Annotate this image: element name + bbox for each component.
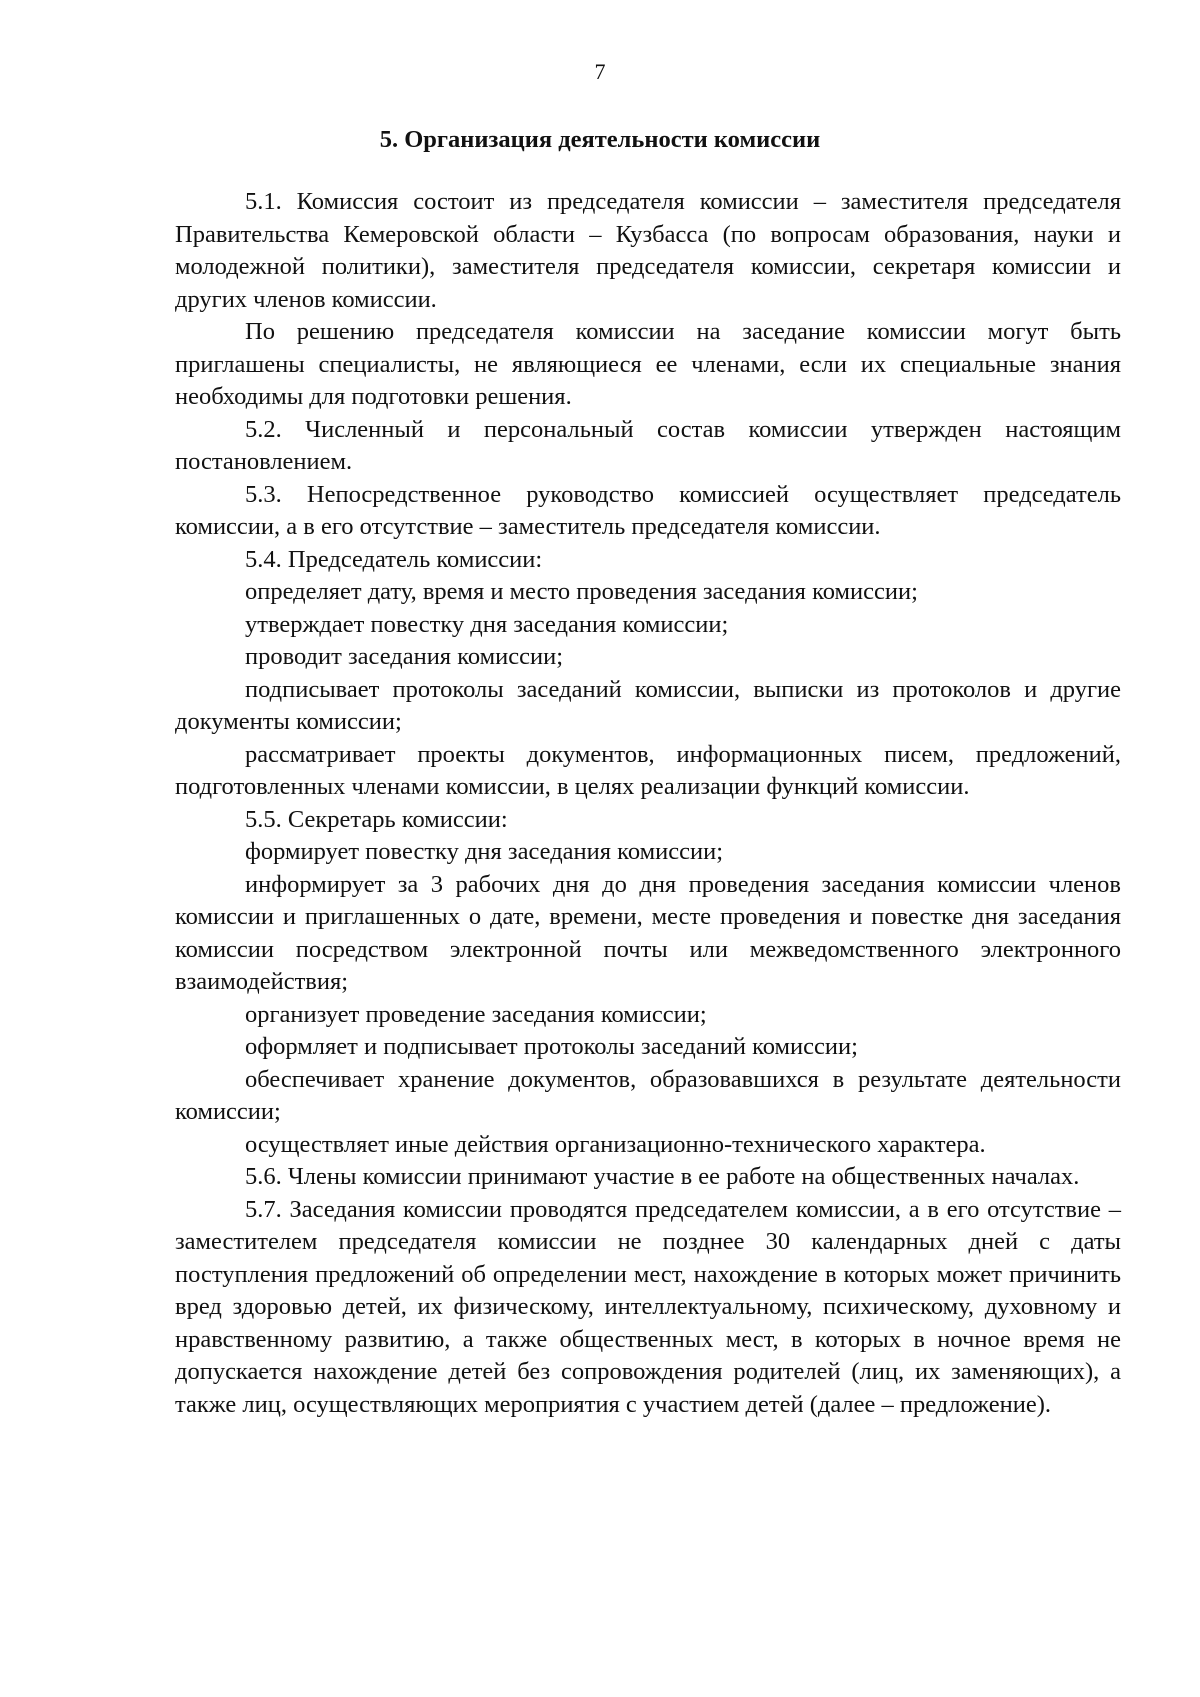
list-item-secretary-duty: информирует за 3 рабочих дня до дня проведения заседания комиссии членов комиссии и приглашенных о дате, времени, месте проведения и повестке дня заседания комиссии посредством электронной почты или межведомственного электронного взаимодействия; [175, 870, 1121, 995]
paragraph-5-6: 5.6. Члены комиссии принимают участие в ее работе на общественных началах. [245, 1163, 1080, 1190]
paragraph-5-2: 5.2. Численный и персональный состав комиссии утвержден настоящим постановлением. [175, 415, 1121, 475]
list-item-chair-duty: определяет дату, время и место проведения заседания комиссии; [245, 578, 918, 605]
section-heading: 5. Организация деятельности комиссии [379, 126, 821, 153]
list-item-chair-duty: рассматривает проекты документов, информационных писем, предложений, подготовленных членами комиссии, в целях реализации функций комиссии. [175, 740, 1121, 800]
list-item-secretary-duty: организует проведение заседания комиссии; [245, 1000, 707, 1028]
list-item-chair-duty: утверждает повестку дня заседания комиссии; [245, 610, 729, 638]
paragraph-invitation: По решению председателя комиссии на заседание комиссии могут быть приглашены специалисты, не являющиеся ее членами, если их специальные знания необходимы для подготовки решения. [175, 318, 1121, 410]
document-body [175, 186, 1121, 1421]
list-item-secretary-duty: обеспечивает хранение документов, образовавшихся в результате деятельности комиссии; [175, 1065, 1121, 1125]
list-item-secretary-duty: оформляет и подписывает протоколы заседаний комиссии; [245, 1033, 858, 1060]
list-item-secretary-duty: осуществляет иные действия организационно-технического характера. [245, 1130, 986, 1158]
list-item-chair-duty: подписывает протоколы заседаний комиссии, выписки из протоколов и другие документы комиссии; [175, 675, 1121, 735]
list-item-chair-duty: проводит заседания комиссии; [245, 643, 564, 670]
page-number: 7 [594, 59, 606, 84]
paragraph-5-4: 5.4. Председатель комиссии: [245, 545, 543, 573]
list-item-secretary-duty: формирует повестку дня заседания комиссии; [245, 838, 724, 865]
paragraph-5-3: 5.3. Непосредственное руководство комиссией осуществляет председатель комиссии, а в его отсутствие – заместитель председателя комиссии. [175, 480, 1121, 540]
paragraph-5-5: 5.5. Секретарь комиссии: [245, 805, 508, 833]
paragraph-5-1: 5.1. Комиссия состоит из председателя комиссии – заместителя председателя Правительства Кемеровской области – Кузбасса (по вопросам образования, науки и молодежной политики), заместителя председателя комиссии, секретаря комиссии и других членов комиссии. [175, 188, 1121, 313]
paragraph-5-7: 5.7. Заседания комиссии проводятся председателем комиссии, а в его отсутствие – заместителем председателя комиссии не позднее 30 календарных дней с даты поступления предложений об определении мест, нахождение в которых может причинить вред здоровью детей, их физическому, интеллектуальному, психическому, духовному и нравственному развитию, а также общественных мест, в которых в ночное время не допускается нахождение детей без сопровождения родителей (лиц, их заменяющих), а также лиц, осуществляющих мероприятия с участием детей (далее – предложение). [175, 1195, 1121, 1418]
